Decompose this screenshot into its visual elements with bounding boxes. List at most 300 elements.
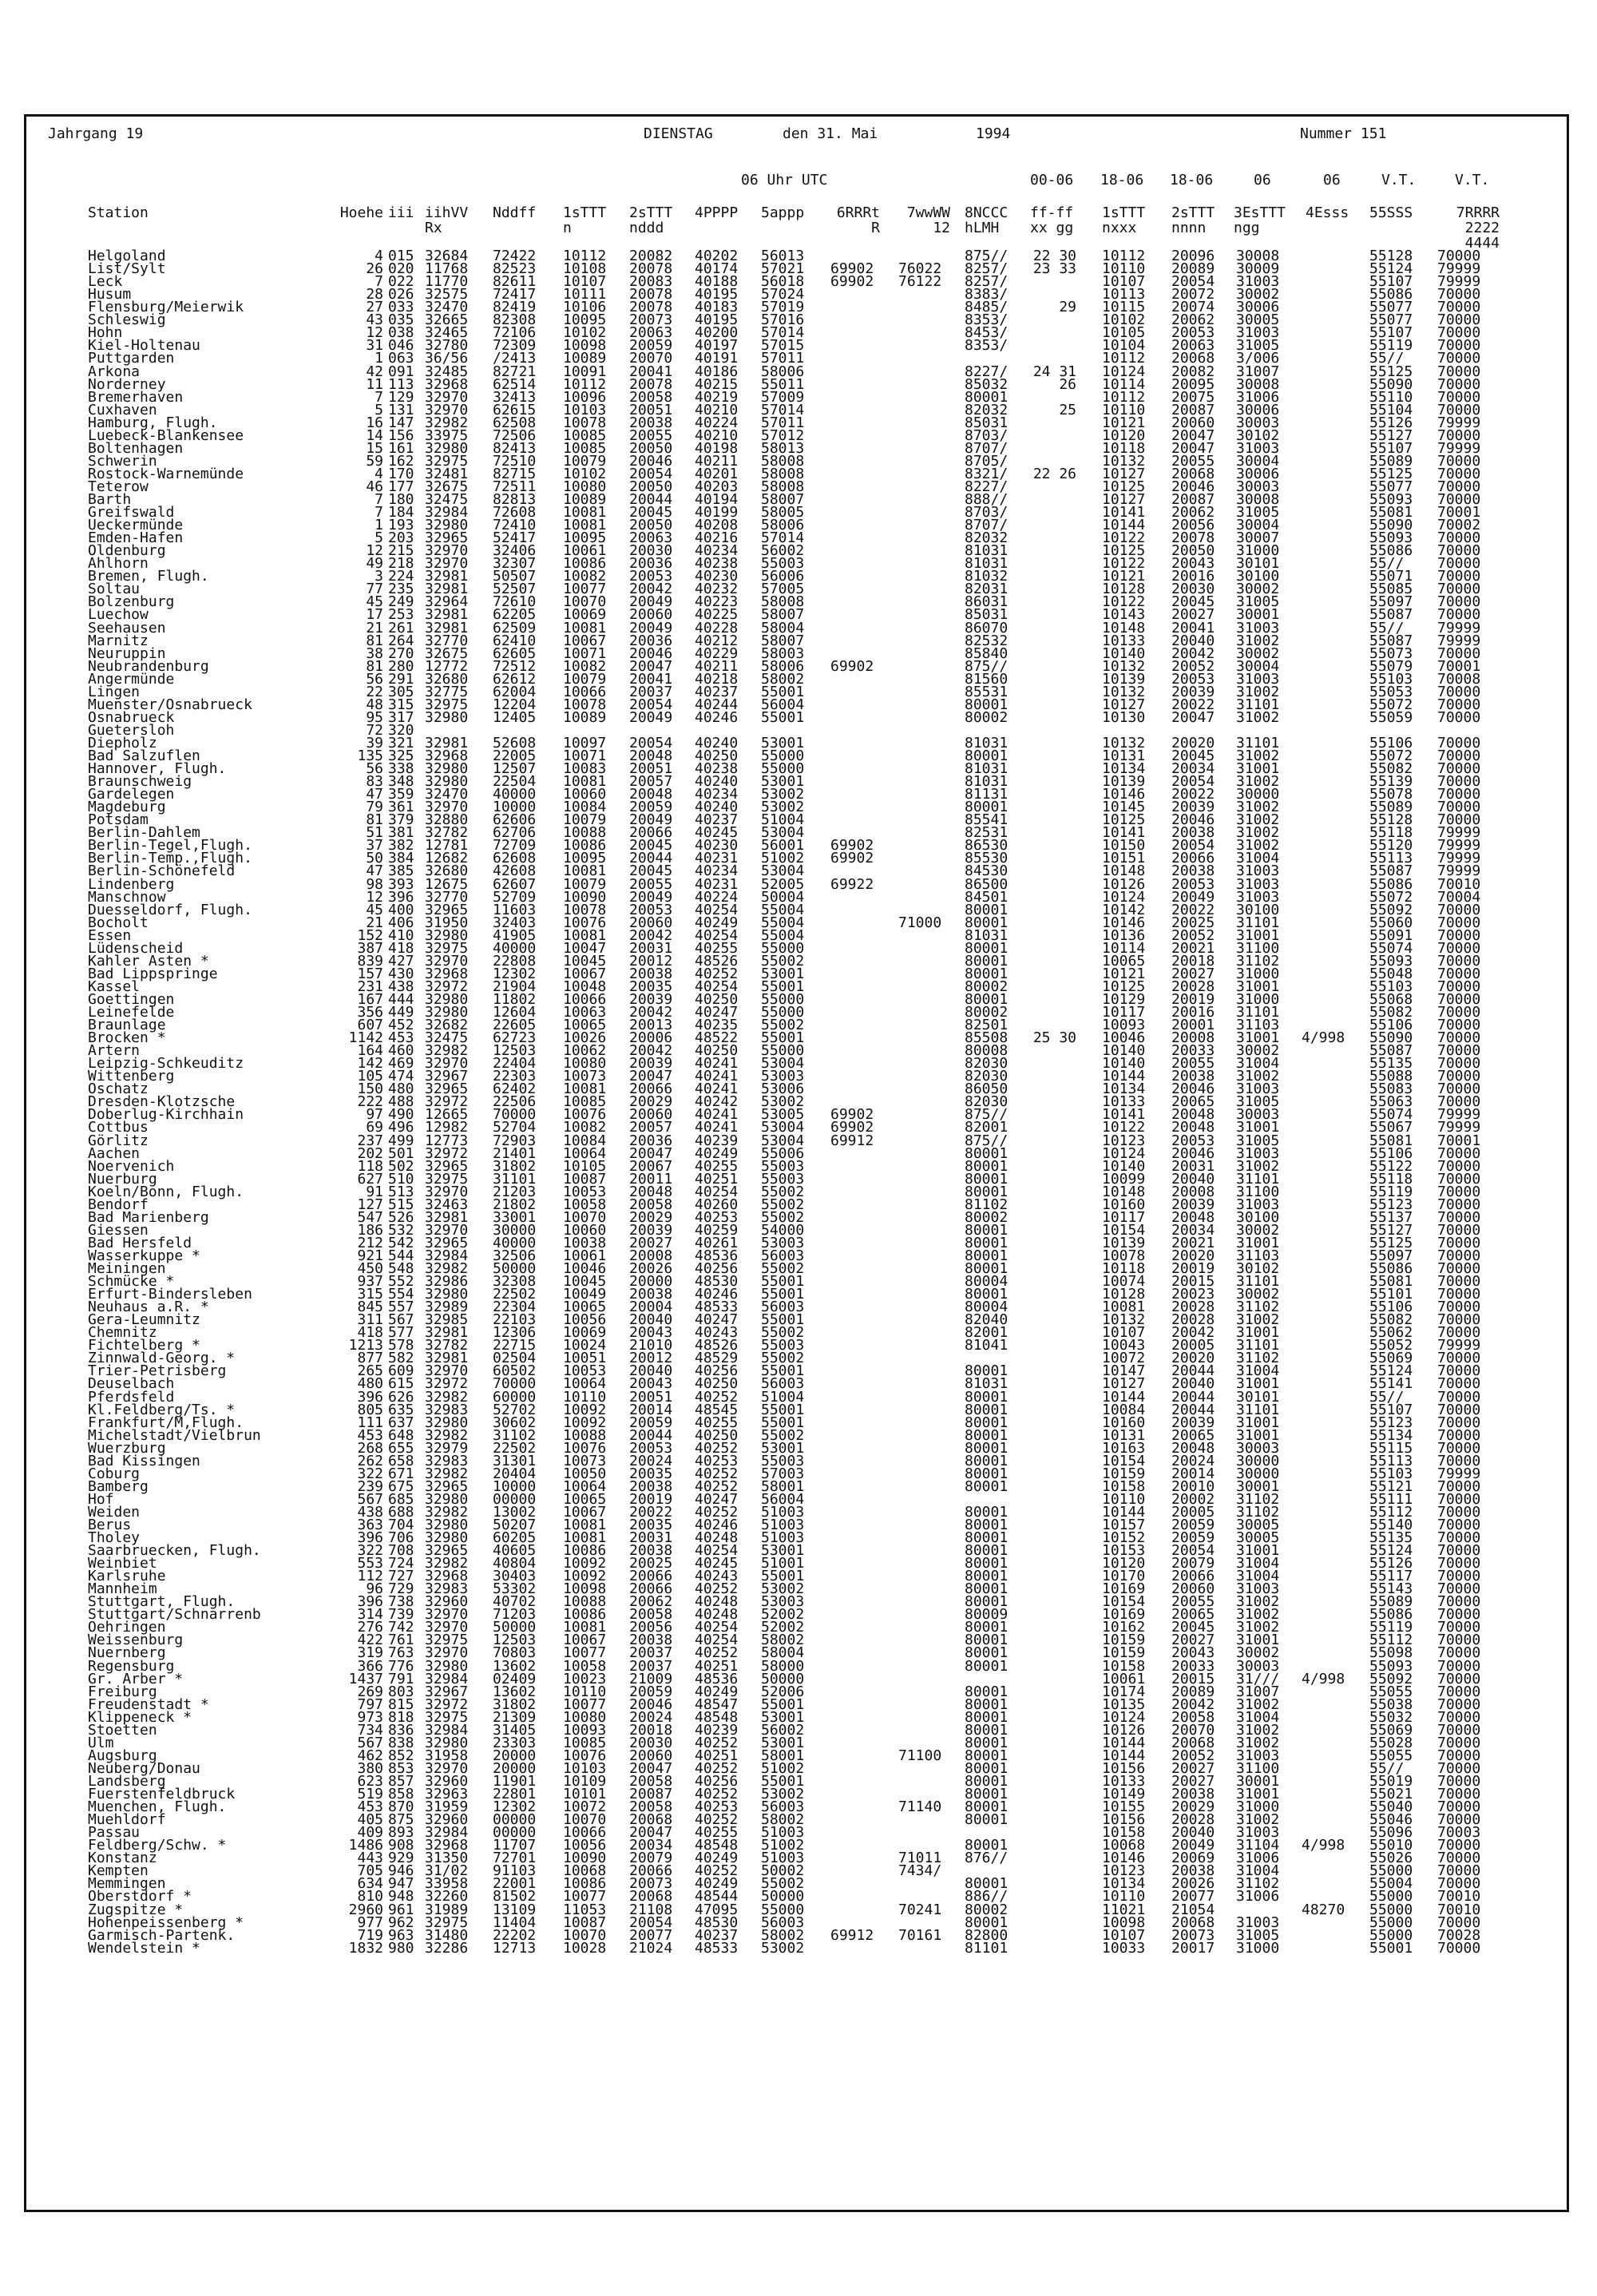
cell-sss: 55085	[1369, 581, 1413, 598]
cell-ttt1b: 10043	[1102, 1337, 1146, 1354]
cell-iihvv: 32984	[425, 1247, 469, 1264]
cell-iii: 962	[388, 1913, 414, 1931]
cell-sss: 55089	[1369, 452, 1413, 470]
cell-station-name: Freudenstadt *	[88, 1695, 209, 1713]
cell-rrr: 69902	[830, 850, 874, 867]
cell-ttt1: 10024	[563, 1337, 607, 1354]
cell-sss: 55093	[1369, 1657, 1413, 1675]
cell-appp: 55002	[761, 1208, 805, 1226]
cell-sss: 55083	[1369, 1081, 1413, 1098]
cell-estt: 31003	[1236, 273, 1280, 291]
header-7rrrr: 7RRRR 2222 4444	[1456, 204, 1500, 252]
cell-ttt1b: 10141	[1102, 824, 1146, 842]
cell-ttt2: 20054	[629, 734, 673, 751]
cell-nddff: 12405	[493, 708, 537, 726]
cell-station-name: Fuerstenfeldbruck	[88, 1786, 236, 1802]
cell-ttt2: 20044	[629, 1426, 673, 1444]
cell-sss: 55106	[1369, 1299, 1413, 1316]
cell-iihvv: 32980	[425, 1414, 469, 1431]
cell-estt: 31101	[1236, 1273, 1280, 1290]
cell-station-name: Bendorf	[88, 1196, 149, 1213]
cell-estt: 31002	[1236, 1157, 1280, 1175]
cell-station-name: Deuselbach	[88, 1375, 175, 1393]
cell-hoehe: 396	[357, 1529, 383, 1546]
cell-rrrr: 70000	[1437, 1503, 1481, 1521]
cell-station-name: Gardelegen	[88, 786, 175, 803]
cell-nddff: 22504	[493, 773, 537, 791]
cell-rrrr: 70000	[1437, 465, 1481, 482]
cell-nddff: 62410	[493, 632, 537, 649]
cell-iihvv: 32965	[425, 1477, 469, 1495]
cell-ttt1: 10069	[563, 606, 607, 624]
cell-rrrr: 70000	[1437, 952, 1481, 970]
cell-ttt1: 10087	[563, 1913, 607, 1931]
cell-pppp: 40251	[695, 1657, 739, 1675]
cell-station-name: Klippeneck *	[88, 1708, 192, 1726]
cell-estt: 31004	[1236, 1862, 1280, 1880]
cell-ww: 71140	[898, 1798, 942, 1816]
cell-sss: 55093	[1369, 952, 1413, 970]
cell-ttt2: 20026	[629, 1260, 673, 1277]
cell-ttt2: 20087	[629, 1786, 673, 1802]
cell-ttt1: 10060	[563, 1221, 607, 1239]
cell-iihvv: 32983	[425, 1452, 469, 1469]
cell-nccc: 80001	[965, 1593, 1009, 1611]
cell-rrrr: 70000	[1437, 1401, 1481, 1418]
cell-sss: 55088	[1369, 1068, 1413, 1085]
cell-rrrr: 70000	[1437, 696, 1481, 713]
cell-hoehe: 37	[366, 837, 383, 855]
cell-hoehe: 81	[366, 657, 383, 675]
cell-ttt2b: 20087	[1171, 491, 1215, 508]
cell-estt: 31000	[1236, 1939, 1280, 1957]
cell-rrrr: 79999	[1437, 273, 1481, 291]
cell-ttt1b: 10113	[1102, 286, 1146, 303]
cell-hoehe: 47	[366, 862, 383, 880]
cell-estt: 30001	[1236, 1772, 1280, 1790]
cell-iii: 224	[388, 568, 414, 585]
cell-appp: 55000	[761, 939, 805, 957]
cell-nccc: 80001	[965, 1619, 1009, 1636]
cell-iihvv: 32970	[425, 1619, 469, 1636]
cell-pppp: 40260	[695, 1196, 739, 1213]
cell-station-name: Ueckermünde	[88, 517, 184, 533]
cell-ttt1b: 10141	[1102, 504, 1146, 521]
cell-rrrr: 70000	[1437, 555, 1481, 573]
cell-iihvv: 32967	[425, 1683, 469, 1700]
cell-pppp: 40231	[695, 875, 739, 893]
cell-iihvv: 32675	[425, 644, 469, 662]
cell-ttt1: 10076	[563, 1439, 607, 1457]
cell-iihvv: 32475	[425, 491, 469, 508]
cell-appp: 51003	[761, 1517, 805, 1533]
cell-pppp: 40252	[695, 1862, 739, 1880]
cell-nccc: 82030	[965, 1055, 1009, 1073]
cell-pppp: 40238	[695, 555, 739, 573]
cell-sss: 55112	[1369, 1632, 1413, 1649]
cell-rrrr: 70003	[1437, 1824, 1481, 1842]
cell-ttt1b: 10115	[1102, 299, 1146, 316]
cell-ttt2: 20036	[629, 1132, 673, 1149]
cell-iii: 453	[388, 1029, 414, 1047]
cell-nccc: 85840	[965, 644, 1009, 662]
cell-pppp: 40216	[695, 529, 739, 547]
cell-estt: 31004	[1236, 1362, 1280, 1380]
cell-estt: 30004	[1236, 657, 1280, 675]
cell-sss: 55135	[1369, 1055, 1413, 1073]
cell-iihvv: 32968	[425, 1568, 469, 1585]
cell-ttt2b: 20024	[1171, 1452, 1215, 1469]
cell-ttt1: 10097	[563, 734, 607, 751]
cell-ttt2b: 20048	[1171, 1106, 1215, 1124]
cell-nccc: 80001	[965, 1401, 1009, 1418]
cell-pppp: 40254	[695, 901, 739, 918]
cell-ttt2: 20077	[629, 1926, 673, 1944]
cell-rrrr: 70000	[1437, 1593, 1481, 1611]
cell-ttt1: 10081	[563, 1517, 607, 1533]
cell-sss: 55090	[1369, 1029, 1413, 1047]
cell-estt: 31003	[1236, 619, 1280, 636]
cell-station-name: Norderney	[88, 375, 166, 393]
cell-sss: 55072	[1369, 696, 1413, 713]
cell-nddff: 31405	[493, 1721, 537, 1739]
cell-ww: 76122	[898, 273, 942, 291]
cell-ttt1b: 10143	[1102, 606, 1146, 624]
cell-appp: 55000	[761, 747, 805, 764]
cell-pppp: 40244	[695, 696, 739, 713]
cell-appp: 51003	[761, 1850, 805, 1867]
cell-ttt2b: 20049	[1171, 888, 1215, 906]
cell-ttt2: 20066	[629, 1862, 673, 1880]
cell-iii: 215	[388, 542, 414, 560]
cell-nccc: 8707/	[965, 439, 1009, 457]
cell-pppp: 40191	[695, 350, 739, 367]
cell-ttt2: 20055	[629, 426, 673, 444]
cell-appp: 57011	[761, 350, 805, 367]
cell-sss: 55135	[1369, 1529, 1413, 1546]
cell-rrrr: 79999	[1437, 1465, 1481, 1482]
cell-ttt1b: 10169	[1102, 1606, 1146, 1624]
cell-station-name: Schleswig	[88, 311, 166, 329]
cell-iihvv: 32463	[425, 1196, 469, 1213]
cell-ttt1b: 11021	[1102, 1901, 1146, 1918]
cell-iihvv: 32970	[425, 1362, 469, 1380]
cell-nddff: 82721	[493, 363, 537, 380]
cell-rrrr: 70000	[1437, 1183, 1481, 1200]
cell-iii: 184	[388, 504, 414, 521]
cell-station-name: Saarbruecken, Flugh.	[88, 1542, 261, 1560]
header-4pppp: 4PPPP	[695, 204, 739, 221]
cell-pppp: 40194	[695, 491, 739, 508]
cell-appp: 55002	[761, 952, 805, 970]
cell-station-name: Luebeck-Blankensee	[88, 426, 244, 444]
cell-estt: 31002	[1236, 824, 1280, 842]
cell-iii: 609	[388, 1362, 414, 1380]
cell-pppp: 40223	[695, 593, 739, 611]
cell-hoehe: 877	[357, 1350, 383, 1367]
cell-appp: 58006	[761, 657, 805, 675]
cell-station-name: Neuhaus a.R. *	[88, 1299, 209, 1316]
cell-ttt1b: 10117	[1102, 1208, 1146, 1226]
cell-ttt1b: 10148	[1102, 619, 1146, 636]
cell-estt: 31000	[1236, 965, 1280, 982]
cell-sss: 55//	[1369, 555, 1405, 573]
cell-iii: 317	[388, 708, 414, 726]
cell-appp: 58008	[761, 452, 805, 470]
cell-rrrr: 70000	[1437, 1234, 1481, 1251]
cell-nccc: 80001	[965, 1414, 1009, 1431]
cell-ttt2b: 20038	[1171, 862, 1215, 880]
cell-hoehe: 797	[357, 1695, 383, 1713]
cell-nccc: 82030	[965, 1068, 1009, 1085]
cell-station-name: Stuttgart, Flugh.	[88, 1593, 236, 1611]
cell-hoehe: 547	[357, 1208, 383, 1226]
cell-appp: 58006	[761, 363, 805, 380]
cell-nddff: 52507	[493, 581, 537, 598]
cell-nddff: 10000	[493, 799, 537, 816]
cell-iihvv: 32970	[425, 401, 469, 418]
cell-sss: 55101	[1369, 1286, 1413, 1303]
cell-appp: 58006	[761, 517, 805, 533]
cell-iii: 542	[388, 1234, 414, 1251]
cell-station-name: Puttgarden	[88, 350, 175, 367]
cell-pppp: 48545	[695, 1401, 739, 1418]
cell-iihvv: 11770	[425, 273, 469, 291]
cell-pppp: 48530	[695, 1913, 739, 1931]
cell-estt: 31004	[1236, 1555, 1280, 1572]
cell-rrrr: 70000	[1437, 1093, 1481, 1111]
cell-ttt2b: 20010	[1171, 1477, 1215, 1495]
cell-iii: 706	[388, 1529, 414, 1546]
cell-pppp: 40254	[695, 1542, 739, 1560]
cell-iihvv: 32975	[425, 452, 469, 470]
cell-nccc: 8705/	[965, 452, 1009, 470]
cell-nccc: 80001	[965, 1465, 1009, 1482]
cell-ttt2: 20024	[629, 1452, 673, 1469]
header-7wwww: 7wwWW 12	[906, 204, 950, 236]
cell-nccc: 81102	[965, 1196, 1009, 1213]
cell-nddff: 11603	[493, 901, 537, 918]
cell-pppp: 40245	[695, 824, 739, 842]
cell-appp: 57016	[761, 311, 805, 329]
cell-station-name: Kl.Feldberg/Ts. *	[88, 1401, 236, 1418]
cell-estt: 31002	[1236, 811, 1280, 829]
cell-iii: 893	[388, 1824, 414, 1842]
cell-estt: 31002	[1236, 683, 1280, 700]
cell-nccc: 80001	[965, 1221, 1009, 1239]
cell-ww: 70161	[898, 1926, 942, 1944]
cell-ttt2: 20046	[629, 1695, 673, 1713]
cell-ttt2b: 20001	[1171, 1017, 1215, 1033]
cell-ttt1b: 10132	[1102, 1311, 1146, 1329]
cell-ttt2: 20037	[629, 1644, 673, 1662]
cell-iihvv: 32982	[425, 1503, 469, 1521]
cell-pppp: 40203	[695, 478, 739, 495]
weekday-label: DIENSTAG	[644, 125, 713, 142]
cell-iii: 510	[388, 1170, 414, 1188]
cell-appp: 55001	[761, 683, 805, 700]
cell-pppp: 40254	[695, 1183, 739, 1200]
cell-iii: 015	[388, 248, 414, 264]
cell-iii: 544	[388, 1247, 414, 1264]
cell-hoehe: 322	[357, 1542, 383, 1560]
cell-iihvv: 32980	[425, 1734, 469, 1751]
cell-ttt1: 10084	[563, 799, 607, 816]
cell-estt: 31001	[1236, 977, 1280, 995]
cell-rrrr: 70000	[1437, 1875, 1481, 1893]
cell-estt: 31100	[1236, 1183, 1280, 1200]
cell-ttt1: 10028	[563, 1939, 607, 1957]
cell-ttt2: 20078	[629, 299, 673, 316]
cell-station-name: Berlin-Dahlem	[88, 824, 200, 842]
cell-iihvv: 32775	[425, 683, 469, 700]
cell-ttt1: 10077	[563, 1644, 607, 1662]
cell-iihvv: 32984	[425, 1824, 469, 1842]
cell-nccc: 80001	[965, 747, 1009, 764]
cell-pppp: 40252	[695, 1439, 739, 1457]
cell-nccc: 80008	[965, 1042, 1009, 1060]
cell-ttt1b: 10139	[1102, 773, 1146, 791]
cell-station-name: Karlsruhe	[88, 1568, 166, 1585]
cell-iii: 818	[388, 1708, 414, 1726]
cell-ttt2: 20058	[629, 1772, 673, 1790]
cell-ttt1: 10045	[563, 952, 607, 970]
cell-rrrr: 70000	[1437, 1042, 1481, 1060]
cell-ttt1: 10023	[563, 1670, 607, 1687]
cell-nddff: 12204	[493, 696, 537, 713]
cell-sss: 55062	[1369, 1324, 1413, 1342]
cell-iii: 063	[388, 350, 414, 367]
cell-iihvv: 32984	[425, 1721, 469, 1739]
cell-nccc: 80001	[965, 1772, 1009, 1790]
cell-iii: 026	[388, 286, 414, 303]
cell-ttt1: 10081	[563, 504, 607, 521]
cell-hoehe: 31	[366, 337, 383, 355]
cell-nddff: 82413	[493, 439, 537, 457]
cell-rrrr: 70000	[1437, 1555, 1481, 1572]
cell-ttt1: 10085	[563, 439, 607, 457]
cell-nccc: 80001	[965, 1170, 1009, 1188]
cell-ttt2: 20035	[629, 1517, 673, 1533]
cell-appp: 53001	[761, 773, 805, 791]
cell-station-name: Pferdsfeld	[88, 1388, 175, 1406]
cell-ttt2: 20034	[629, 1837, 673, 1854]
cell-station-name: Muenster/Osnabrueck	[88, 696, 252, 713]
cell-nddff: 70000	[493, 1375, 537, 1393]
cell-ttt2b: 20054	[1171, 773, 1215, 791]
cell-pppp: 40241	[695, 1081, 739, 1098]
cell-nddff: 72422	[493, 248, 537, 264]
cell-ttt2b: 20043	[1171, 555, 1215, 573]
cell-ttt2b: 20020	[1171, 1247, 1215, 1264]
cell-iii: 384	[388, 850, 414, 867]
cell-pppp: 40250	[695, 1426, 739, 1444]
cell-sss: 55126	[1369, 1555, 1413, 1572]
cell-pppp: 40198	[695, 439, 739, 457]
cell-appp: 57024	[761, 286, 805, 303]
cell-hoehe: 150	[357, 1081, 383, 1098]
cell-ttt1b: 10144	[1102, 1734, 1146, 1751]
cell-ttt2b: 20020	[1171, 1350, 1215, 1367]
cell-sss: 55077	[1369, 299, 1413, 316]
cell-pppp: 40232	[695, 581, 739, 598]
cell-hoehe: 45	[366, 593, 383, 611]
cell-estt: 31002	[1236, 1721, 1280, 1739]
cell-sss: 55103	[1369, 977, 1413, 995]
cell-station-name: Feldberg/Schw. *	[88, 1837, 227, 1854]
cell-sss: 55123	[1369, 1196, 1413, 1213]
cell-ttt2b: 20089	[1171, 260, 1215, 278]
cell-estt: 30005	[1236, 1529, 1280, 1546]
cell-ttt1: 10078	[563, 696, 607, 713]
cell-iii: 515	[388, 1196, 414, 1213]
cell-sss: 55087	[1369, 632, 1413, 649]
cell-appp: 57019	[761, 299, 805, 316]
cell-iii: 685	[388, 1490, 414, 1508]
cell-iii: 038	[388, 324, 414, 342]
cell-estt: 31003	[1236, 1144, 1280, 1162]
cell-sss: 55//	[1369, 1388, 1405, 1406]
cell-iii: 469	[388, 1055, 414, 1073]
cell-rrrr: 79999	[1437, 1337, 1481, 1354]
cell-iihvv: 32965	[425, 1234, 469, 1251]
cell-sss: 55106	[1369, 1017, 1413, 1033]
cell-iii: 381	[388, 824, 414, 842]
cell-pppp: 40249	[695, 914, 739, 931]
cell-nddff: 13602	[493, 1683, 537, 1700]
cell-iii: 193	[388, 517, 414, 533]
cell-iii: 637	[388, 1414, 414, 1431]
cell-iihvv: 32470	[425, 299, 469, 316]
cell-nddff: 02504	[493, 1350, 537, 1367]
cell-sss: 55117	[1369, 1568, 1413, 1585]
cell-ttt1: 10081	[563, 619, 607, 636]
cell-ttt1: 10064	[563, 1477, 607, 1495]
cell-hoehe: 14	[366, 426, 383, 444]
cell-iii: 156	[388, 426, 414, 444]
cell-ttt2b: 20046	[1171, 478, 1215, 495]
cell-ttt2: 20063	[629, 324, 673, 342]
cell-iii: 113	[388, 375, 414, 393]
cell-ttt1b: 10114	[1102, 375, 1146, 393]
cell-ttt2b: 21054	[1171, 1901, 1215, 1918]
cell-iii: 688	[388, 1503, 414, 1521]
cell-nddff: 72410	[493, 517, 537, 533]
cell-ttt2: 20049	[629, 708, 673, 726]
cell-iii: 761	[388, 1632, 414, 1649]
cell-sss: 55000	[1369, 1888, 1413, 1905]
cell-ttt2: 20046	[629, 644, 673, 662]
cell-nccc: 80001	[965, 952, 1009, 970]
cell-estt: 31000	[1236, 1798, 1280, 1816]
cell-ttt2b: 20038	[1171, 824, 1215, 842]
cell-ttt1: 10080	[563, 1708, 607, 1726]
cell-iihvv: 32982	[425, 1388, 469, 1406]
cell-nccc: 80001	[965, 799, 1009, 816]
cell-ttt2: 20000	[629, 1273, 673, 1290]
cell-iii: 033	[388, 299, 414, 316]
cell-rrr: 69902	[830, 260, 874, 278]
cell-hoehe: 237	[357, 1132, 383, 1149]
cell-ttt2b: 20055	[1171, 1593, 1215, 1611]
cell-iihvv: 32965	[425, 1157, 469, 1175]
cell-ttt1b: 10140	[1102, 1157, 1146, 1175]
cell-iii: 249	[388, 593, 414, 611]
cell-nddff: 32406	[493, 542, 537, 560]
cell-rrr: 69902	[830, 1106, 874, 1124]
cell-ttt1: 10101	[563, 1786, 607, 1802]
cell-pppp: 40249	[695, 1683, 739, 1700]
